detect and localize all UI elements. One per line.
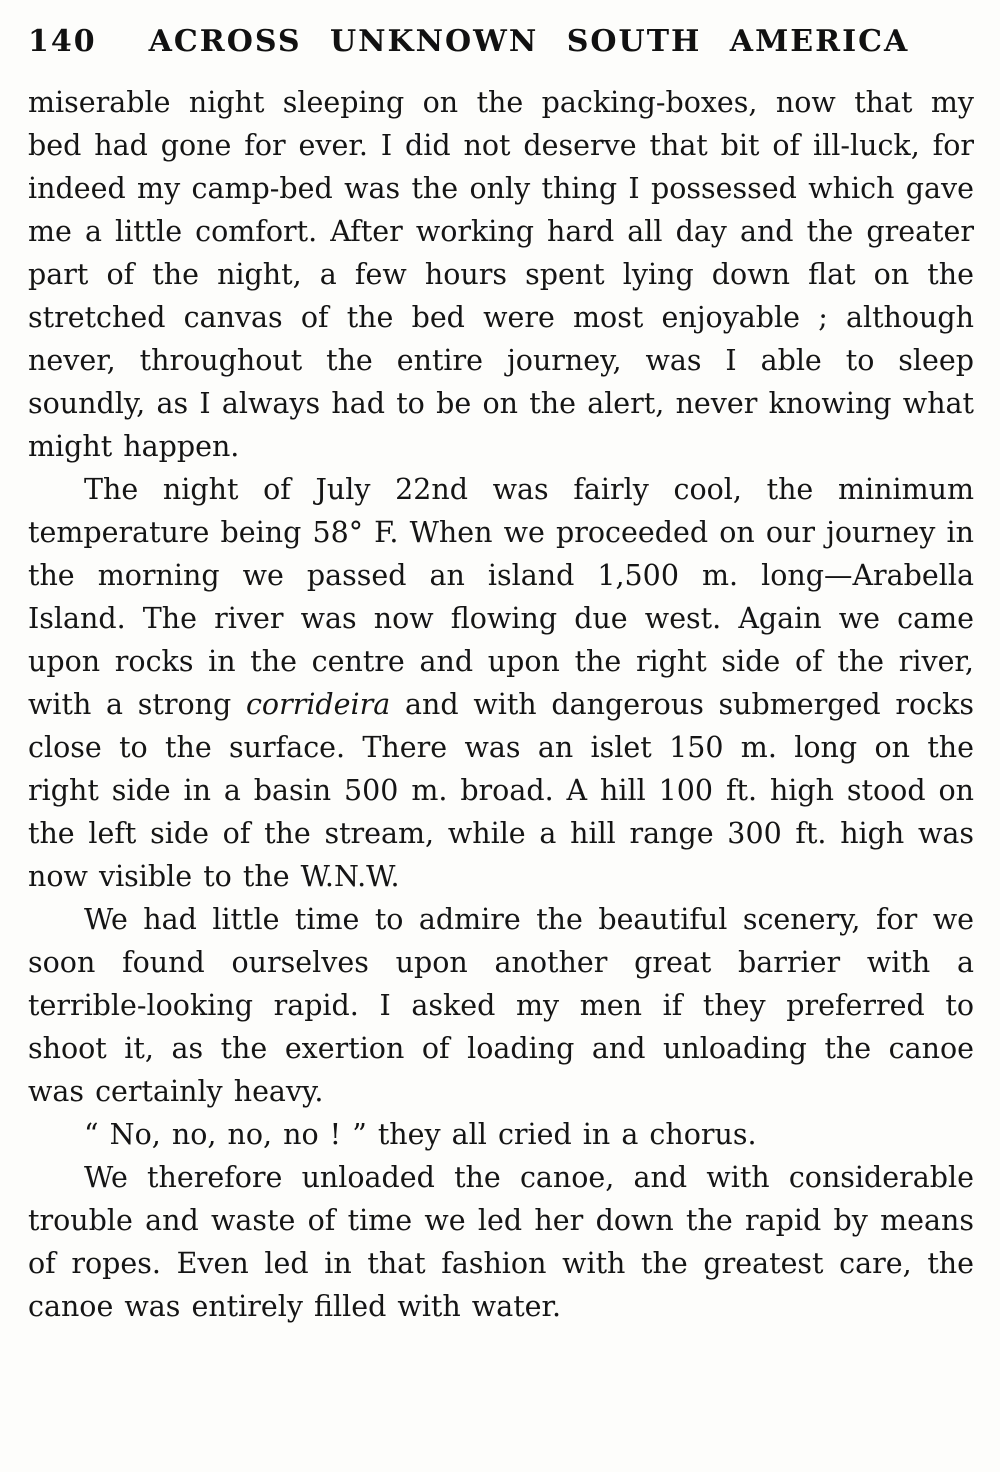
page-body [28,81,974,1328]
page-number: 140 [28,24,97,59]
page-title: ACROSS UNKNOWN SOUTH AMERICA [148,24,910,59]
text-run: miserable night sleeping on the packing-boxes, now that my bed had gone for ever. I did not deserve that bit of ill-luck, for indeed my camp-bed was the only thing I possessed which gave me a little comfort. After working hard all day and the greater part of the night, a few hours spent lying down flat on the stretched canvas of the bed were most enjoyable ; although never, throughout the entire journey, was I able to sleep soundly, as I always had to be on the alert, never knowing what might happen. [28,86,974,463]
text-run: “ No, no, no, no ! ” they all cried in a chorus. [84,1118,757,1151]
paragraph [28,81,974,468]
paragraph [28,1113,974,1156]
page-header [28,24,974,59]
text-run: We had little time to admire the beautiful scenery, for we soon found ourselves upon another great barrier with a terrible-looking rapid. I asked my men if they preferred to shoot it, as the exertion of loading and unloading the canoe was certainly heavy. [28,903,974,1108]
text-run: and with dangerous submerged rocks close to the surface. There was an islet 150 m. long on the right side in a basin 500 m. broad. A hill 100 ft. high stood on the left side of the stream, while a hill range 300 ft. high was now visible to the W.N.W. [28,688,975,893]
paragraph [28,1156,974,1328]
paragraph [28,468,974,898]
italic-text-run: corrideira [245,688,391,721]
text-run: The night of July 22nd was fairly cool, the minimum temperature being 58° F. When we proceeded on our journey in the morning we passed an island 1,500 m. long—Arabella Island. The river was now flowing due west. Again we came upon rocks in the centre and upon the right side of the river, with a strong [28,473,974,721]
paragraph [28,898,974,1113]
text-run: We therefore unloaded the canoe, and with considerable trouble and waste of time we led her down the rapid by means of ropes. Even led in that fashion with the greatest care, the canoe was entirely filled with water. [28,1161,974,1323]
